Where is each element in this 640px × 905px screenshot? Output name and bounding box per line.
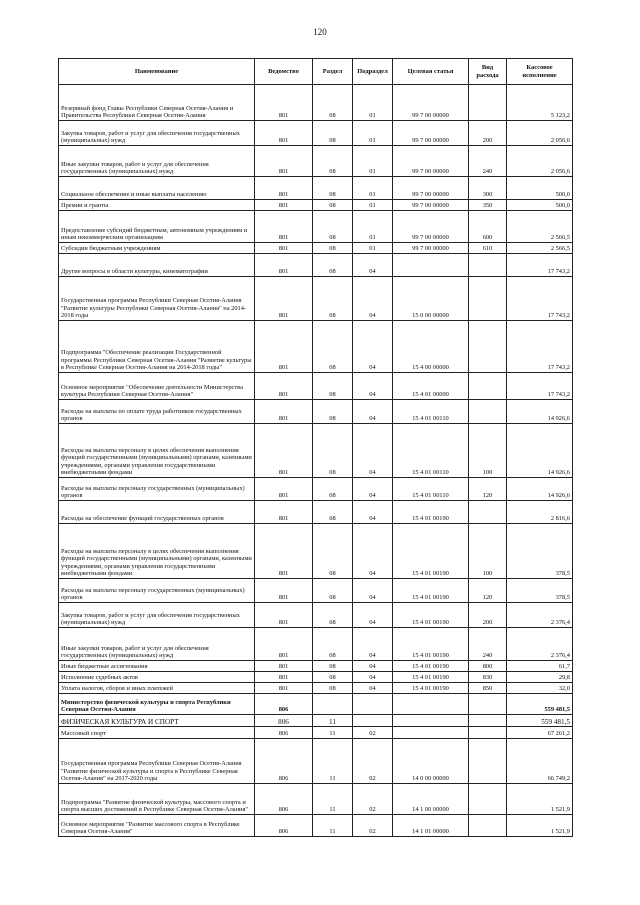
cell-section: 11 [313,727,353,739]
cell-target-article: 99 7 00 00000 [393,146,469,177]
cell-subsection [353,715,393,727]
table-row [59,694,573,715]
cell-target-article [393,254,469,277]
table-row [59,200,573,211]
cell-section: 08 [313,146,353,177]
cell-amount: 500,0 [507,177,573,200]
cell-expense-type: 100 [469,524,507,579]
cell-department: 801 [255,524,313,579]
cell-subsection: 04 [353,672,393,683]
cell-expense-type: 240 [469,146,507,177]
cell-subsection: 01 [353,211,393,243]
cell-expense-type: 350 [469,200,507,211]
cell-name: Расходы на выплаты персоналу государственных (муниципальных) органов [59,478,255,501]
cell-name: Уплата налогов, сборов и иных платежей [59,683,255,694]
cell-department: 801 [255,683,313,694]
cell-expense-type: 240 [469,628,507,661]
header-department: Ведомство [255,59,313,85]
cell-name: Закупка товаров, работ и услуг для обеспечения государственных (муниципальных) нужд [59,603,255,628]
cell-amount: 61,7 [507,661,573,672]
cell-amount: 2 056,6 [507,146,573,177]
cell-department: 801 [255,243,313,254]
cell-target-article: 15 0 00 00000 [393,277,469,321]
cell-target-article: 15 4 01 00110 [393,400,469,424]
cell-target-article: 15 4 01 00190 [393,683,469,694]
cell-department: 801 [255,424,313,478]
cell-expense-type: 200 [469,603,507,628]
cell-section: 08 [313,579,353,603]
cell-expense-type [469,400,507,424]
cell-section: 11 [313,784,353,815]
cell-amount: 559 481,5 [507,694,573,715]
cell-expense-type [469,321,507,373]
cell-subsection: 02 [353,784,393,815]
cell-name: Иные закупки товаров, работ и услуг для обеспечения государственных (муниципальных) нужд [59,628,255,661]
table-row [59,661,573,672]
cell-target-article: 15 4 01 00190 [393,603,469,628]
cell-amount: 17 743,2 [507,373,573,400]
cell-amount: 559 481,5 [507,715,573,727]
cell-name: Расходы на обеспечение функций государственных органов [59,501,255,524]
cell-amount: 2 566,5 [507,243,573,254]
cell-department: 806 [255,715,313,727]
cell-department: 801 [255,85,313,121]
cell-name: Государственная программа Республики Северная Осетия-Алания "Развитие физической культуры и спорта в Республике Северная Осетия-Алания" на 2017-2020 годы [59,739,255,784]
cell-section: 08 [313,177,353,200]
table-row [59,121,573,146]
cell-target-article [393,694,469,715]
cell-name: Субсидии бюджетным учреждениям [59,243,255,254]
cell-name: Государственная программа Республики Северная Осетия-Алания "Развитие культуры Республики Северная Осетия-Алания" на 2014-2018 годы [59,277,255,321]
cell-section: 08 [313,277,353,321]
cell-section: 08 [313,121,353,146]
table-row [59,784,573,815]
table-row [59,628,573,661]
header-expense-type: Вид расхода [469,59,507,85]
cell-section: 08 [313,321,353,373]
cell-target-article: 14 1 00 00000 [393,784,469,815]
header-section: Раздел [313,59,353,85]
cell-expense-type: 200 [469,121,507,146]
cell-amount: 2 056,6 [507,121,573,146]
cell-subsection: 01 [353,121,393,146]
cell-expense-type [469,501,507,524]
cell-subsection: 04 [353,424,393,478]
cell-department: 801 [255,400,313,424]
cell-subsection: 04 [353,501,393,524]
table-row [59,672,573,683]
cell-subsection: 04 [353,628,393,661]
cell-name: Расходы на выплаты по оплате труда работников государственных органов [59,400,255,424]
cell-name: Другие вопросы в области культуры, кинематографии [59,254,255,277]
cell-section: 08 [313,243,353,254]
cell-amount: 14 926,6 [507,400,573,424]
cell-section: 11 [313,815,353,837]
table-row [59,501,573,524]
cell-subsection: 01 [353,146,393,177]
cell-section: 08 [313,373,353,400]
cell-target-article: 15 4 01 00190 [393,661,469,672]
cell-target-article: 15 4 01 00190 [393,524,469,579]
cell-subsection: 02 [353,727,393,739]
cell-section: 08 [313,683,353,694]
cell-name: Резервный фонд Главы Республики Северная Осетия-Алания и Правительства Республики Северная Осетия-Алания [59,85,255,121]
table-row [59,579,573,603]
cell-name: Исполнение судебных актов [59,672,255,683]
cell-department: 806 [255,815,313,837]
cell-section: 08 [313,200,353,211]
cell-section: 08 [313,628,353,661]
cell-expense-type: 850 [469,683,507,694]
cell-amount: 500,0 [507,200,573,211]
cell-target-article [393,715,469,727]
cell-target-article: 15 4 01 00190 [393,501,469,524]
cell-department: 801 [255,177,313,200]
cell-subsection: 04 [353,321,393,373]
cell-subsection: 01 [353,85,393,121]
cell-target-article: 99 7 00 00000 [393,177,469,200]
table-row [59,478,573,501]
cell-subsection [353,694,393,715]
cell-amount: 17 743,2 [507,254,573,277]
cell-target-article: 99 7 00 00000 [393,211,469,243]
cell-target-article: 15 4 01 00110 [393,424,469,478]
cell-department: 801 [255,672,313,683]
table-row [59,211,573,243]
cell-section: 08 [313,672,353,683]
cell-department: 801 [255,277,313,321]
table-header-row [59,59,573,85]
cell-amount: 2 566,5 [507,211,573,243]
cell-name: Министерство физической культуры и спорта Республики Северная Осетия-Алания [59,694,255,715]
cell-amount: 66 749,2 [507,739,573,784]
cell-target-article: 15 4 01 00110 [393,478,469,501]
cell-department: 806 [255,727,313,739]
table-row [59,177,573,200]
cell-expense-type: 120 [469,478,507,501]
table-row [59,400,573,424]
table-row [59,603,573,628]
cell-name: Расходы на выплаты персоналу в целях обеспечения выполнения функций государственными (муниципальными) органами, казенными учреждениями, органами управления государственными внебюджетными фондами [59,524,255,579]
cell-amount: 378,5 [507,579,573,603]
cell-name: Социальное обеспечение и иные выплаты населению [59,177,255,200]
cell-department: 806 [255,694,313,715]
cell-expense-type [469,85,507,121]
cell-target-article: 15 4 01 00000 [393,373,469,400]
cell-expense-type [469,815,507,837]
cell-section: 08 [313,524,353,579]
header-target-article: Целевая статья [393,59,469,85]
cell-target-article: 99 7 00 00000 [393,200,469,211]
cell-section: 11 [313,715,353,727]
cell-name: Основное мероприятие "Развитие массового спорта в Республике Северная Осетия-Алания" [59,815,255,837]
cell-expense-type [469,727,507,739]
cell-section: 08 [313,254,353,277]
cell-name: ФИЗИЧЕСКАЯ КУЛЬТУРА И СПОРТ [59,715,255,727]
cell-subsection: 04 [353,400,393,424]
cell-subsection: 04 [353,277,393,321]
cell-amount: 32,0 [507,683,573,694]
cell-name: Расходы на выплаты персоналу государственных (муниципальных) органов [59,579,255,603]
cell-amount: 67 261,2 [507,727,573,739]
cell-target-article: 15 4 00 00000 [393,321,469,373]
cell-name: Основное мероприятие "Обеспечение деятельности Министерства культуры Республики Северная Осетия-Алания" [59,373,255,400]
cell-subsection: 04 [353,478,393,501]
cell-department: 801 [255,254,313,277]
cell-expense-type: 100 [469,424,507,478]
cell-target-article: 99 7 00 00000 [393,121,469,146]
header-name: Наименование [59,59,255,85]
cell-subsection: 01 [353,243,393,254]
cell-section: 11 [313,739,353,784]
cell-expense-type [469,373,507,400]
cell-subsection: 02 [353,815,393,837]
table-row [59,321,573,373]
cell-subsection: 04 [353,373,393,400]
cell-subsection: 02 [353,739,393,784]
cell-subsection: 04 [353,661,393,672]
table-row [59,424,573,478]
cell-department: 801 [255,603,313,628]
cell-section: 08 [313,211,353,243]
cell-department: 801 [255,579,313,603]
page-number: 120 [313,27,327,37]
cell-section: 08 [313,85,353,121]
table-row [59,715,573,727]
cell-expense-type [469,277,507,321]
cell-subsection: 01 [353,200,393,211]
cell-expense-type: 120 [469,579,507,603]
cell-name: Подпрограмма "Развитие физической культуры, массового спорта и спорта высших достижений в Республике Северная Осетия-Алания" [59,784,255,815]
cell-department: 801 [255,628,313,661]
cell-section [313,694,353,715]
cell-expense-type: 830 [469,672,507,683]
cell-expense-type [469,715,507,727]
cell-target-article: 99 7 00 00000 [393,85,469,121]
cell-department: 801 [255,200,313,211]
cell-subsection: 04 [353,683,393,694]
cell-department: 801 [255,501,313,524]
cell-section: 08 [313,603,353,628]
cell-amount: 2 376,4 [507,603,573,628]
header-subsection: Подраздел [353,59,393,85]
cell-amount: 29,8 [507,672,573,683]
cell-department: 801 [255,373,313,400]
cell-target-article: 15 4 01 00190 [393,628,469,661]
cell-name: Премии и гранты [59,200,255,211]
table-row [59,277,573,321]
cell-subsection: 04 [353,579,393,603]
cell-department: 801 [255,146,313,177]
cell-subsection: 01 [353,177,393,200]
cell-name: Массовый спорт [59,727,255,739]
table-row [59,243,573,254]
cell-subsection: 04 [353,524,393,579]
cell-target-article: 14 0 00 00000 [393,739,469,784]
cell-department: 801 [255,478,313,501]
cell-department: 801 [255,661,313,672]
table-row [59,727,573,739]
cell-department: 806 [255,739,313,784]
cell-target-article: 15 4 01 00190 [393,672,469,683]
cell-amount: 2 376,4 [507,628,573,661]
cell-amount: 14 926,6 [507,478,573,501]
cell-name: Расходы на выплаты персоналу в целях обеспечения выполнения функций государственными (муниципальными) органами, казенными учреждениями, органами управления государственными внебюджетными фондами [59,424,255,478]
cell-amount: 17 743,2 [507,321,573,373]
cell-department: 801 [255,211,313,243]
cell-name: Иные бюджетные ассигнования [59,661,255,672]
table-row [59,85,573,121]
cell-expense-type: 610 [469,243,507,254]
table-row [59,373,573,400]
cell-subsection: 04 [353,603,393,628]
cell-department: 801 [255,121,313,146]
cell-amount: 17 743,2 [507,277,573,321]
table-row [59,815,573,837]
table-row [59,524,573,579]
cell-section: 08 [313,661,353,672]
cell-target-article: 14 1 01 00000 [393,815,469,837]
header-cash-execution: Кассовое исполнение [507,59,573,85]
cell-target-article: 99 7 00 00000 [393,243,469,254]
cell-expense-type: 600 [469,211,507,243]
cell-department: 806 [255,784,313,815]
cell-name: Предоставление субсидий бюджетным, автономным учреждениям и иным некоммерческим организациям [59,211,255,243]
table-body [59,85,573,837]
table-row [59,146,573,177]
cell-expense-type [469,784,507,815]
cell-section: 08 [313,501,353,524]
cell-amount: 2 816,6 [507,501,573,524]
cell-department: 801 [255,321,313,373]
cell-amount: 1 521,9 [507,815,573,837]
cell-section: 08 [313,478,353,501]
cell-name: Подпрограмма "Обеспечение реализации Государственной программы Республики Северная Осетия-Алания "Развитие культуры в Республике Северная Осетия-Алания на 2014-2018 годы" [59,321,255,373]
cell-expense-type [469,254,507,277]
cell-section: 08 [313,424,353,478]
table-row [59,254,573,277]
cell-expense-type [469,694,507,715]
cell-amount: 14 926,6 [507,424,573,478]
cell-subsection: 04 [353,254,393,277]
cell-name: Иные закупки товаров, работ и услуг для обеспечения государственных (муниципальных) нужд [59,146,255,177]
cell-amount: 378,5 [507,524,573,579]
cell-target-article: 15 4 01 00190 [393,579,469,603]
table-row [59,739,573,784]
cell-name: Закупка товаров, работ и услуг для обеспечения государственных (муниципальных) нужд [59,121,255,146]
cell-target-article [393,727,469,739]
cell-section: 08 [313,400,353,424]
cell-expense-type [469,739,507,784]
cell-amount: 1 521,9 [507,784,573,815]
cell-expense-type: 300 [469,177,507,200]
budget-execution-table [58,58,573,837]
cell-amount: 5 123,2 [507,85,573,121]
cell-expense-type: 800 [469,661,507,672]
table-row [59,683,573,694]
